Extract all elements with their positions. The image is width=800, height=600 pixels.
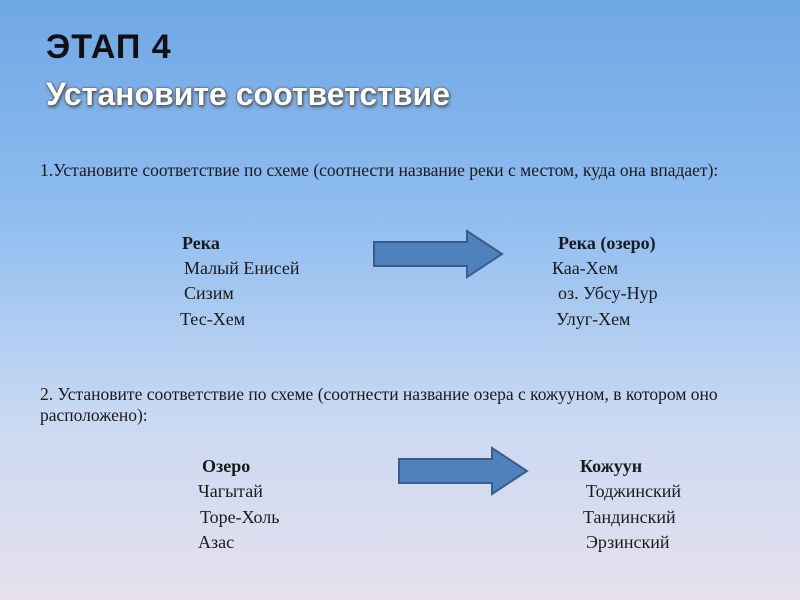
task1-text: 1.Установите соответствие по схеме (соотнести название реки с местом, куда она впадает):	[40, 160, 719, 180]
right-arrow-icon	[397, 446, 532, 496]
task2-right-item: Эрзинский	[586, 532, 670, 552]
task1-right-header: Река (озеро)	[558, 233, 656, 253]
task1-left-item: Тес-Хем	[180, 309, 246, 329]
stage-title: ЭТАП 4	[46, 28, 172, 66]
task1-left-item: Малый Енисей	[184, 258, 300, 278]
right-arrow-icon	[372, 229, 507, 279]
task2-right-item: Тоджинский	[586, 481, 681, 501]
task1-right-item: оз. Убсу-Нур	[558, 283, 658, 303]
task2-left-item: Торе-Холь	[200, 507, 280, 527]
slide-heading: Установите соответствие	[46, 76, 450, 112]
task2-text: 2. Установите соответствие по схеме (соотнести название озера с кожууном, в котором оно расположено):	[40, 384, 718, 425]
task2-left-item: Чагытай	[198, 481, 263, 501]
task1-right-item: Улуг-Хем	[556, 309, 631, 329]
task2-left-header: Озеро	[202, 456, 251, 476]
task1-left-header: Река	[182, 233, 220, 253]
task2-left-item: Азас	[198, 532, 235, 552]
task1-right-item: Каа-Хем	[552, 258, 619, 278]
task2-right-header: Кожуун	[580, 456, 643, 476]
task2-right-item: Тандинский	[583, 507, 676, 527]
task1-left-item: Сизим	[184, 283, 234, 303]
